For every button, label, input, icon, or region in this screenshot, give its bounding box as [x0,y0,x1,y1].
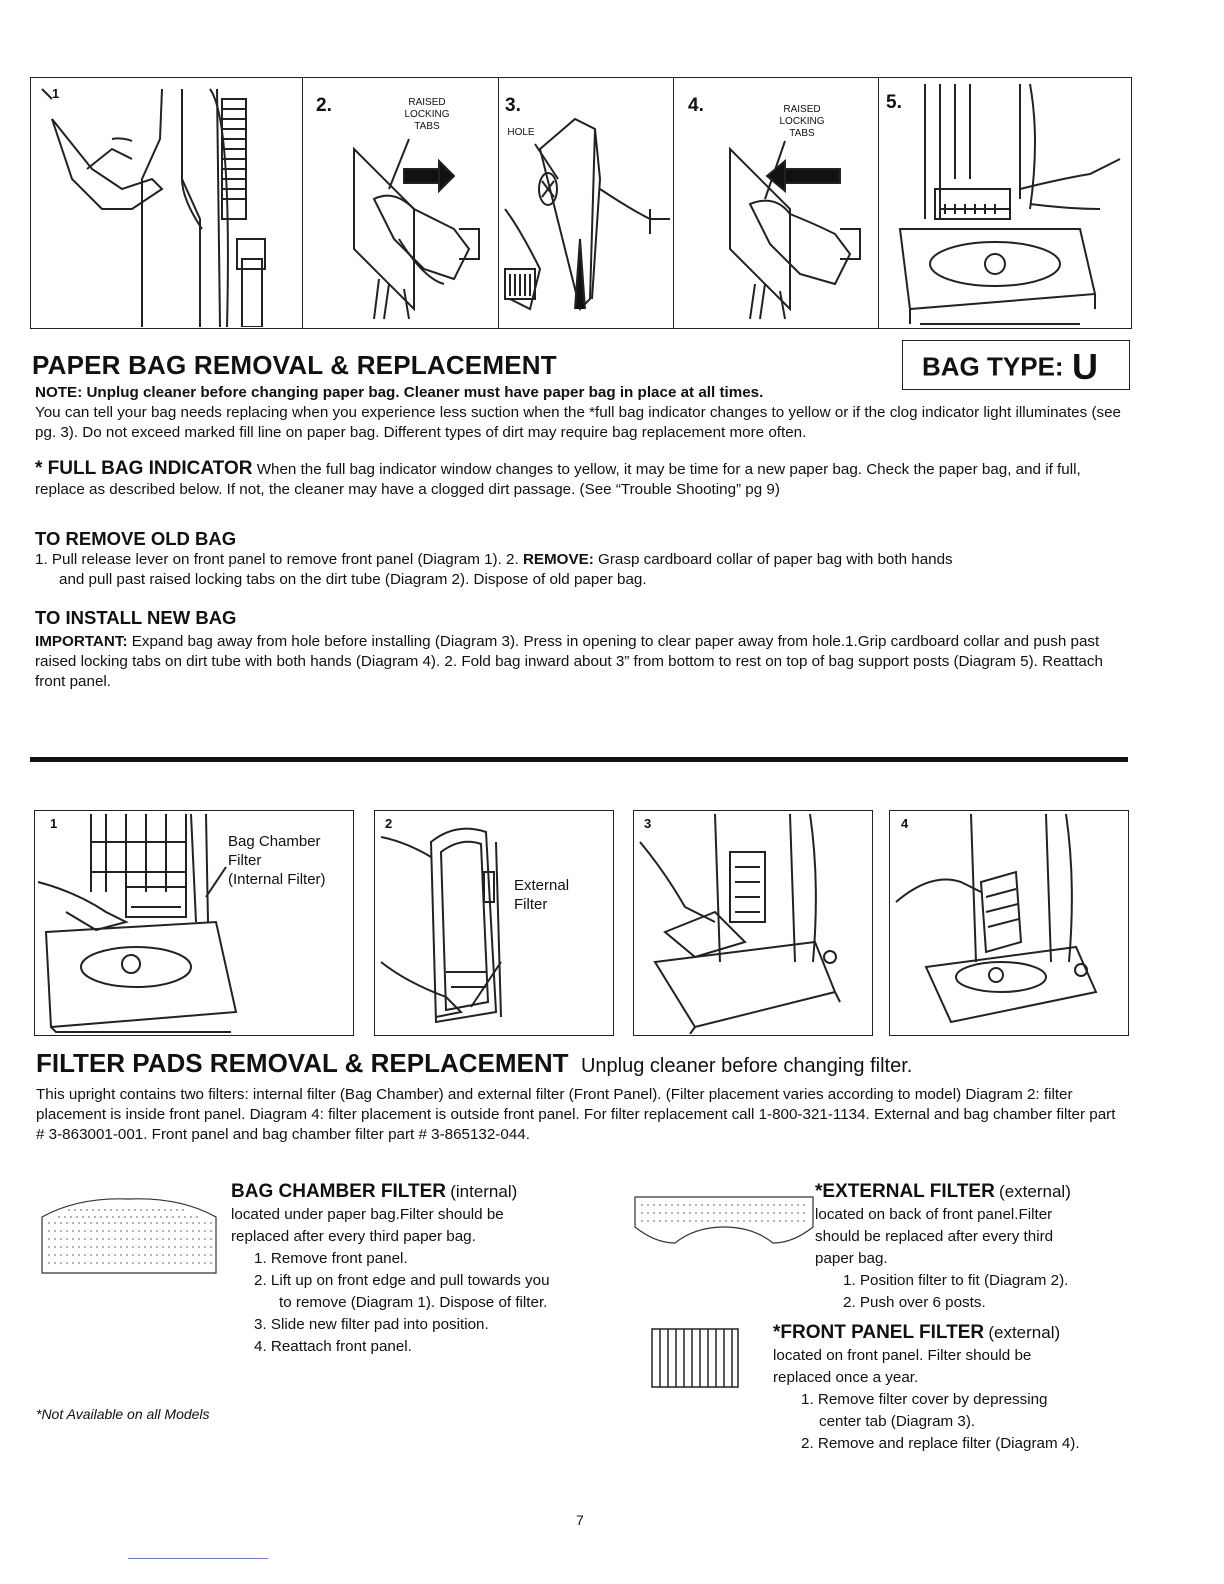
paper-bag-note: NOTE: Unplug cleaner before changing paper bag. Cleaner must have paper bag in place at all times. [35,384,764,401]
divider [302,77,303,329]
full-bag-text: When the full bag indicator window changes to yellow, it may be time for a new paper bag. Check the paper bag, and if full, replace as described below. If not, the cleaner may have a clogged dirt passage. (See “Trouble Shooting” pg 9) [35,461,1081,498]
bag-chamber-filter-title: BAG CHAMBER FILTER [231,1181,446,1202]
diagram-4-illustration [675,79,876,327]
remove-label: REMOVE: [522,551,594,568]
filter-pads-subtitle: Unplug cleaner before changing filter. [580,1055,913,1077]
remove-step-text-a: 1. Pull release lever on front panel to remove front panel (Diagram 1). 2. [35,551,523,568]
step: 3. Slide new filter pad into position. [254,1316,489,1333]
remove-old-bag-text [35,550,1127,590]
diagram-5-illustration [880,79,1130,327]
front-panel-filter-note: (external) [988,1323,1061,1342]
step: 1. Remove front panel. [254,1250,408,1267]
remove-step-text-c: and pull past raised locking tabs on the dirt tube (Diagram 2). Dispose of old paper bag. [59,571,647,588]
diagram-2-label: RAISED LOCKING TABS [404,97,450,132]
important-label: IMPORTANT: [35,633,128,650]
bag-chamber-filter-icon [38,1195,220,1277]
external-filter-icon [633,1195,815,1247]
diagram-2-number: 2. [316,95,332,116]
label-line: External [514,877,570,894]
label-line: Bag Chamber [228,833,321,850]
filter-pads-title: FILTER PADS REMOVAL & REPLACEMENT [36,1048,569,1078]
diagram-4-number: 4. [688,95,704,116]
page-number: 7 [576,1512,584,1528]
paper-bag-intro: You can tell your bag needs replacing when you experience less suction when the *full bag indicator changes to yellow or if the clog indicator light illuminates (see pg. 3). Do not exceed marked fill line on paper bag. Different types of dirt may require bag replacement more often. [35,404,1121,441]
front-panel-filter-block [773,1322,1128,1455]
step: 2. Remove and replace filter (Diagram 4). [801,1435,1080,1452]
filter-diagram-2-number: 2 [385,816,393,831]
step: 4. Reattach front panel. [254,1338,412,1355]
divider [498,77,499,329]
filter-pads-intro: This upright contains two filters: internal filter (Bag Chamber) and external filter (Front Panel). (Filter placement varies according to model) Diagram 2: filter placement is inside front panel. Diagram 4: filter placement is outside front panel. For filter replacement call 1-800-321-1134. External and bag chamber filter part # 3-863001-001. Front panel and bag chamber filter part # 3-865132-044. [36,1086,1116,1143]
footnote: *Not Available on all Models [36,1406,210,1422]
text-line: located on back of front panel.Filter [815,1206,1053,1223]
step: 1. Remove filter cover by depressing [801,1391,1048,1408]
diagram-1-number: 1 [52,86,60,101]
filter-pads-heading [36,1048,912,1079]
label-line: Filter [228,852,262,869]
full-bag-heading: * FULL BAG INDICATOR [35,458,253,479]
install-new-bag-text [35,632,1127,692]
external-filter-note: (external) [999,1182,1071,1201]
divider [673,77,674,329]
filter-diagram-2-illustration [376,812,612,1034]
step: 1. Position filter to fit (Diagram 2). [843,1272,1069,1289]
bag-chamber-filter-heading [231,1181,621,1204]
step: 2. Push over 6 posts. [843,1294,986,1311]
front-panel-filter-title: *FRONT PANEL FILTER [773,1322,985,1343]
front-panel-filter-icon [651,1328,739,1388]
label-line: Filter [514,896,548,913]
diagram-2-illustration [304,79,496,327]
diagram-1-vacuum-front [32,79,300,327]
bag-chamber-filter-block [231,1181,621,1358]
text-line: located on front panel. Filter should be [773,1347,1032,1364]
text-line: located under paper bag.Filter should be [231,1206,504,1223]
text-line: replaced once a year. [773,1369,919,1386]
external-filter-label [514,876,569,914]
remove-step-text-b: Grasp cardboard collar of paper bag with both hands [593,551,953,568]
filter-diagram-3-illustration [635,812,871,1034]
bag-chamber-filter-note: (internal) [450,1182,518,1201]
filter-diagram-1-number: 1 [50,816,58,831]
filter-diagram-4-number: 4 [901,816,909,831]
bag-type [922,346,1098,388]
filter-diagram-4-illustration [891,812,1127,1034]
install-text: Expand bag away from hole before installing (Diagram 3). Press in opening to clear paper away from hole.1.Grip cardboard collar and push past raised locking tabs on dirt tube with both hands (Diagram 4). 2. Fold bag inward about 3” from bottom to rest on top of bag support posts (Diagram 5). Reattach front panel. [35,633,1103,690]
external-filter-block [815,1181,1125,1314]
text-line: should be replaced after every third [815,1228,1054,1245]
text-line: replaced after every third paper bag. [231,1228,476,1245]
step: center tab (Diagram 3). [819,1413,976,1430]
install-new-bag-heading: TO INSTALL NEW BAG [35,607,237,628]
section-divider [30,757,1128,762]
external-filter-heading [815,1181,1125,1204]
diagram-5-number: 5. [886,92,902,113]
label-line: (Internal Filter) [228,871,326,888]
filter-diagram-3-number: 3 [644,816,652,831]
step: 2. Lift up on front edge and pull towards you [254,1272,550,1289]
remove-old-bag-heading: TO REMOVE OLD BAG [35,528,237,549]
bag-type-value: U [1072,346,1099,387]
bag-chamber-filter-label [228,832,326,889]
full-bag-indicator [35,459,1127,500]
diagram-4-label: RAISED LOCKING TABS [779,104,825,139]
diagram-3-number: 3. [505,95,521,116]
step: to remove (Diagram 1). Dispose of filter. [279,1294,548,1311]
paper-bag-title: PAPER BAG REMOVAL & REPLACEMENT [32,350,557,380]
divider [878,77,879,329]
diagram-3-illustration [500,79,672,327]
bag-type-label: BAG TYPE: [922,351,1064,382]
text-line: paper bag. [815,1250,888,1267]
bottom-rule [128,1558,268,1559]
front-panel-filter-heading [773,1322,1128,1345]
external-filter-title: *EXTERNAL FILTER [815,1181,995,1202]
diagram-3-label: HOLE [507,127,535,138]
